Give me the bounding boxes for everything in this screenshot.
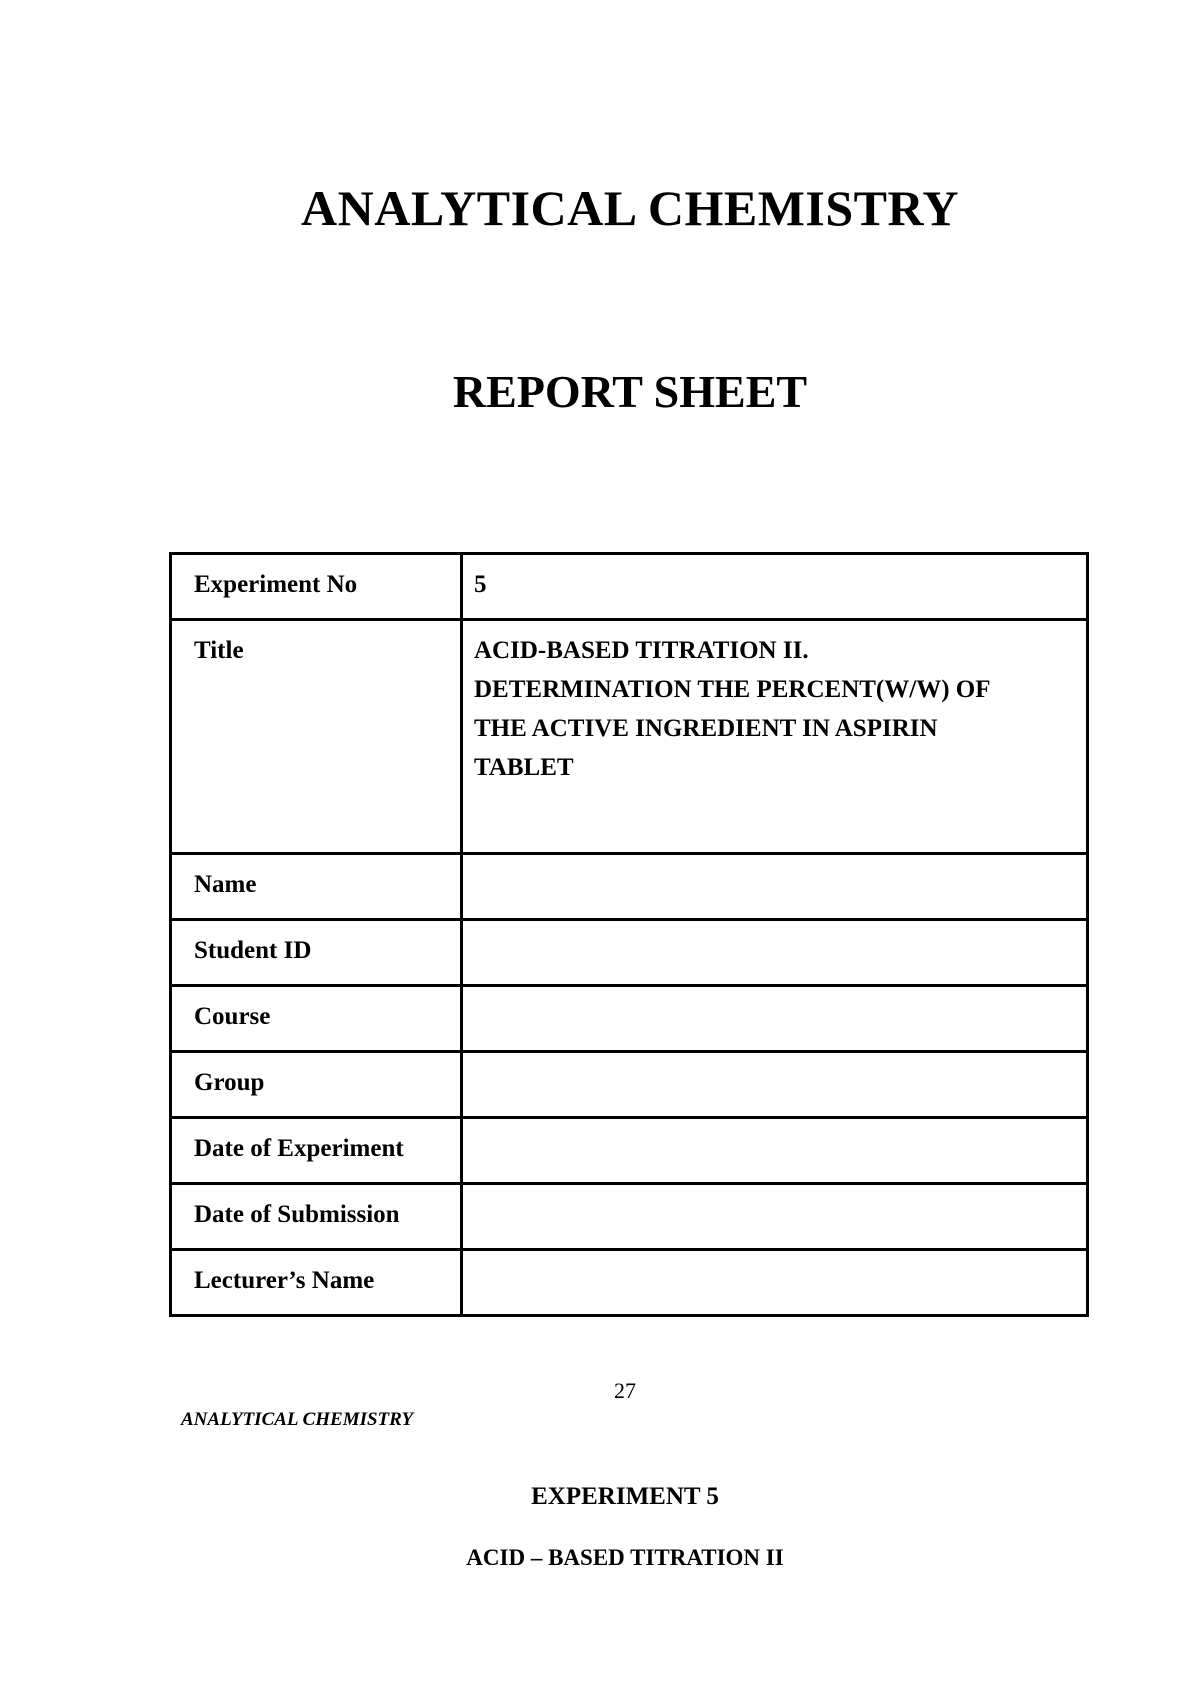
date-of-submission-field[interactable] bbox=[462, 1184, 1088, 1250]
table-row-student-id bbox=[171, 920, 1088, 986]
date-of-submission-label: Date of Submission bbox=[171, 1184, 462, 1250]
page-number: 27 bbox=[614, 1378, 636, 1403]
running-header: ANALYTICAL CHEMISTRY bbox=[181, 1409, 414, 1430]
date-of-experiment-field[interactable] bbox=[462, 1118, 1088, 1184]
experiment-subheading: ACID – BASED TITRATION II bbox=[466, 1545, 784, 1570]
table-row-lecturer-name bbox=[171, 1250, 1088, 1316]
group-label: Group bbox=[171, 1052, 462, 1118]
report-info-table bbox=[169, 552, 1089, 1317]
document-title: ANALYTICAL CHEMISTRY bbox=[301, 180, 959, 236]
table-row-date-of-experiment bbox=[171, 1118, 1088, 1184]
course-label: Course bbox=[171, 986, 462, 1052]
group-field[interactable] bbox=[462, 1052, 1088, 1118]
name-label: Name bbox=[171, 854, 462, 920]
title-line: TABLET bbox=[474, 754, 574, 781]
title-label: Title bbox=[171, 620, 462, 854]
course-field[interactable] bbox=[462, 986, 1088, 1052]
title-line: THE ACTIVE INGREDIENT IN ASPIRIN bbox=[474, 715, 938, 742]
experiment-no-value[interactable]: 5 bbox=[462, 554, 1088, 620]
name-field[interactable] bbox=[462, 854, 1088, 920]
student-id-field[interactable] bbox=[462, 920, 1088, 986]
table-row-group bbox=[171, 1052, 1088, 1118]
lecturer-name-field[interactable] bbox=[462, 1250, 1088, 1316]
title-value[interactable] bbox=[462, 620, 1088, 854]
table-row-title bbox=[171, 620, 1088, 854]
report-sheet-heading: REPORT SHEET bbox=[452, 366, 808, 417]
student-id-label: Student ID bbox=[171, 920, 462, 986]
experiment-no-label: Experiment No bbox=[171, 554, 462, 620]
table-row-experiment-no bbox=[171, 554, 1088, 620]
table-row-course bbox=[171, 986, 1088, 1052]
date-of-experiment-label: Date of Experiment bbox=[171, 1118, 462, 1184]
experiment-heading: EXPERIMENT 5 bbox=[531, 1483, 719, 1510]
lecturer-name-label: Lecturer’s Name bbox=[171, 1250, 462, 1316]
table-row-name bbox=[171, 854, 1088, 920]
title-line: DETERMINATION THE PERCENT(W/W) OF bbox=[474, 676, 991, 703]
table-row-date-of-submission bbox=[171, 1184, 1088, 1250]
title-line: ACID-BASED TITRATION II. bbox=[474, 637, 809, 664]
